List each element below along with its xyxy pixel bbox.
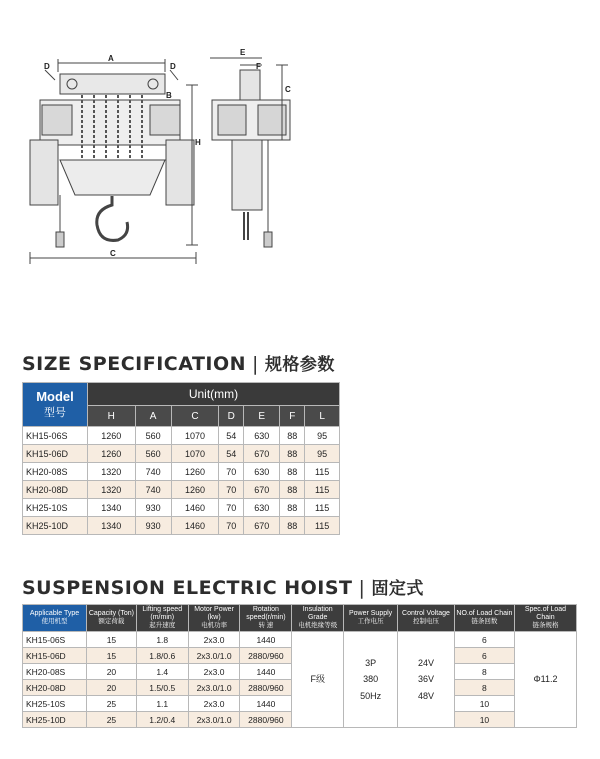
hoist-table [22,604,577,728]
lifting-speed-cell: 1.8/0.6 [136,648,188,664]
rotation-speed-cell: 1440 [240,664,292,680]
dimension-cell: 1260 [171,481,219,499]
table-row [23,499,340,517]
model-cell: KH25-10S [23,696,87,712]
dimension-cell: 88 [280,445,305,463]
table-row [23,463,340,481]
control-voltage-value: 36V [417,674,434,685]
header-en: Insulation Grade [302,606,333,622]
hoist-column-header [398,605,455,632]
title-separator: | [252,353,259,375]
hoist-title-en: SUSPENSION ELECTRIC HOIST [22,577,353,599]
model-cell: KH15-06S [23,632,87,648]
dim-label-c-bottom: C [110,249,116,258]
load-chain-count-cell: 8 [454,664,514,680]
motor-power-cell: 2x3.0/1.0 [188,712,240,728]
dimension-cell: 930 [135,517,171,535]
dimension-cell: 70 [219,481,244,499]
capacity-cell: 25 [87,712,137,728]
dim-label-c-side: C [285,85,291,94]
motor-power-cell: 2x3.0 [188,664,240,680]
dimension-cell: 1340 [88,517,136,535]
dimension-cell: 88 [280,463,305,481]
capacity-cell: 20 [87,680,137,696]
dimension-cell: 630 [244,463,280,481]
dimension-cell: 1320 [88,463,136,481]
rotation-speed-cell: 1440 [240,632,292,648]
hoist-header-row [23,605,577,632]
column-header: H [88,406,136,427]
power-supply-value: 3P [365,658,377,669]
dim-label-d-left: D [44,62,50,71]
hoist-column-header [292,605,344,632]
header-cn: 电机绝缘等级 [298,622,338,630]
lifting-speed-cell: 1.1 [136,696,188,712]
dimension-cell: 930 [135,499,171,517]
table-row [23,481,340,499]
dimension-cell: 70 [219,463,244,481]
column-header: C [171,406,219,427]
hoist-title [22,574,424,599]
header-cn: 工作电压 [357,618,384,626]
header-en: NO.of Load Chain [456,610,513,618]
hoist-column-header [454,605,514,632]
column-header: D [219,406,244,427]
header-en: Lifting speed (m/min) [142,606,183,622]
dimension-cell: 630 [244,499,280,517]
hoist-column-header [344,605,398,632]
dimension-cell: 1260 [88,427,136,445]
header-en: Motor Power (kw) [194,606,234,622]
model-cell: KH25-10D [23,517,88,535]
dimension-cell: 95 [305,445,340,463]
model-cell: KH25-10D [23,712,87,728]
hoist-column-header [514,605,576,632]
column-header: A [135,406,171,427]
dimension-cell: 88 [280,517,305,535]
hoist-column-header [188,605,240,632]
lifting-speed-cell: 1.5/0.5 [136,680,188,696]
dimension-cell: 560 [135,427,171,445]
column-header: L [305,406,340,427]
motor-power-cell: 2x3.0/1.0 [188,648,240,664]
model-cell: KH20-08D [23,680,87,696]
model-header-en: Model [36,389,74,404]
power-supply-value: 380 [363,674,379,685]
dimension-cell: 560 [135,445,171,463]
dim-label-b: B [166,91,172,100]
dimension-cell: 670 [244,445,280,463]
header-cn: 链条规格 [532,622,559,630]
model-cell: KH20-08S [23,664,87,680]
lifting-speed-cell: 1.8 [136,632,188,648]
size-spec-body [23,427,340,535]
dimension-cell: 115 [305,499,340,517]
hoist-title-cn: 固定式 [371,579,424,599]
dimension-cell: 670 [244,517,280,535]
dimension-cell: 54 [219,427,244,445]
dimension-cell: 115 [305,481,340,499]
rotation-speed-cell: 2880/960 [240,680,292,696]
size-spec-title [22,350,335,375]
dimension-cell: 670 [244,481,280,499]
control-voltage-cell [398,632,455,728]
table-row [23,445,340,463]
dim-label-d-right: D [170,62,176,71]
motor-power-cell: 2x3.0 [188,696,240,712]
load-chain-count-cell: 10 [454,712,514,728]
header-cn: 控制电压 [412,618,439,626]
rotation-speed-cell: 1440 [240,696,292,712]
dimension-cell: 1460 [171,499,219,517]
table-row [23,632,577,648]
dim-label-a: A [108,54,114,63]
dimension-cell: 1460 [171,517,219,535]
chain-spec-cell: Φ11.2 [514,632,576,728]
control-voltage-value: 24V [417,658,434,669]
size-spec-title-cn: 规格参数 [264,355,335,375]
column-header: F [280,406,305,427]
model-cell: KH15-06D [23,445,88,463]
capacity-cell: 20 [87,664,137,680]
dimension-cell: 115 [305,517,340,535]
model-header-cn: 型号 [44,407,66,419]
header-cn: 电机功率 [201,622,228,630]
dimension-cell: 1320 [88,481,136,499]
unit-header: Unit(mm) [88,383,340,406]
dimension-cell: 1340 [88,499,136,517]
dimension-cell: 1260 [88,445,136,463]
header-cn: 使用机型 [41,618,68,626]
rotation-speed-cell: 2880/960 [240,712,292,728]
dimension-cell: 88 [280,481,305,499]
dimension-cell: 740 [135,481,171,499]
dimension-cell: 95 [305,427,340,445]
dimension-cell: 1260 [171,463,219,481]
column-header: E [244,406,280,427]
dim-label-f: F [256,62,261,71]
load-chain-count-cell: 8 [454,680,514,696]
size-spec-title-en: SIZE SPECIFICATION [22,353,247,375]
dim-label-h: H [195,138,201,147]
header-en: Rotation speed(r/min) [246,606,286,622]
hoist-technical-drawing [0,0,600,300]
motor-power-cell: 2x3.0/1.0 [188,680,240,696]
dimension-cell: 70 [219,499,244,517]
header-en: Power Supply [348,610,393,618]
header-cn: 链条回数 [471,618,498,626]
dim-label-e: E [240,48,246,57]
hoist-column-header [23,605,87,632]
hoist-body [23,632,577,728]
dimension-cell: 1070 [171,445,219,463]
size-spec-table [22,382,340,535]
dimension-cell: 54 [219,445,244,463]
dimension-cell: 1070 [171,427,219,445]
header-cn: 转 速 [258,622,274,630]
insulation-grade-cell: F级 [292,632,344,728]
header-cn: 额定荷载 [98,618,125,626]
header-en: Applicable Type [29,610,80,618]
table-row [23,427,340,445]
control-voltage-value: 48V [417,690,434,701]
dimension-cell: 88 [280,499,305,517]
hoist-column-header [136,605,188,632]
power-supply-value: 50Hz [360,690,382,701]
dimension-cell: 70 [219,517,244,535]
model-cell: KH20-08D [23,481,88,499]
hoist-column-header [240,605,292,632]
hoist-column-header [87,605,137,632]
model-cell: KH15-06S [23,427,88,445]
load-chain-count-cell: 6 [454,648,514,664]
header-en: Control Voltage [402,610,450,618]
load-chain-count-cell: 6 [454,632,514,648]
rotation-speed-cell: 2880/960 [240,648,292,664]
header-en: Spec.of Load Chain [524,606,567,622]
lifting-speed-cell: 1.2/0.4 [136,712,188,728]
lifting-speed-cell: 1.4 [136,664,188,680]
load-chain-count-cell: 10 [454,696,514,712]
model-cell: KH25-10S [23,499,88,517]
dimension-cell: 740 [135,463,171,481]
capacity-cell: 25 [87,696,137,712]
table-row [23,517,340,535]
capacity-cell: 15 [87,632,137,648]
dimension-cell: 115 [305,463,340,481]
dimension-cell: 630 [244,427,280,445]
model-cell: KH15-06D [23,648,87,664]
power-supply-cell [344,632,398,728]
title-separator: | [358,577,366,599]
header-en: Capacity (Ton) [88,610,134,618]
model-header [23,383,88,427]
dimension-cell: 88 [280,427,305,445]
capacity-cell: 15 [87,648,137,664]
model-cell: KH20-08S [23,463,88,481]
motor-power-cell: 2x3.0 [188,632,240,648]
header-cn: 起升速度 [149,622,176,630]
